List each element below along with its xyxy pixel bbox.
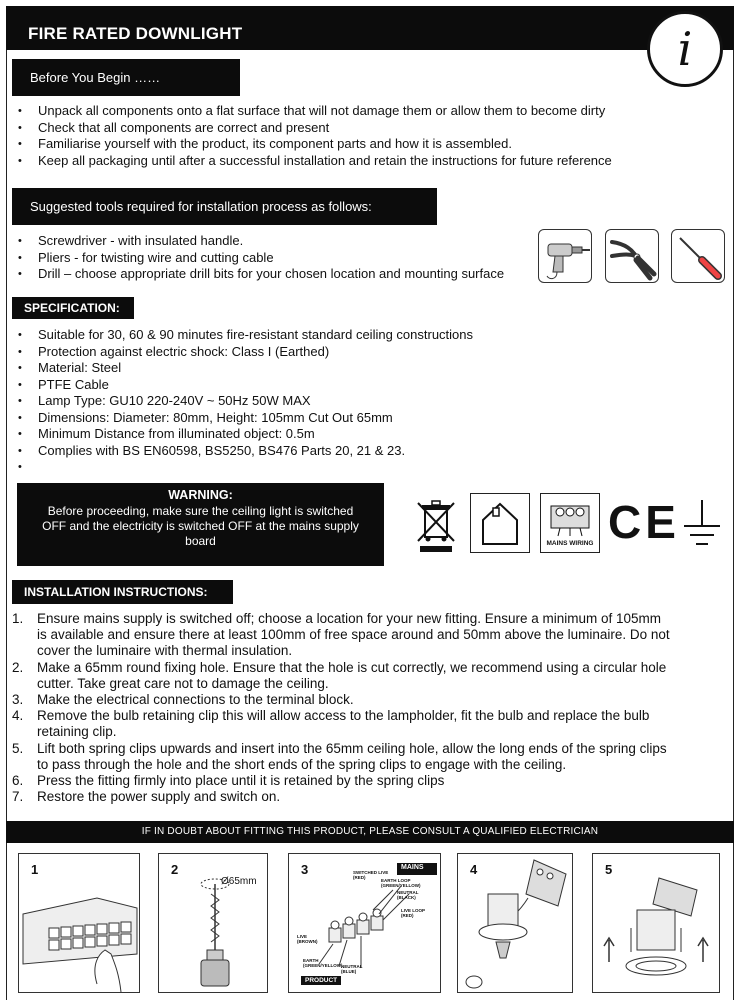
- warning-line: OFF and the electricity is switched OFF at the mains supply: [42, 519, 359, 533]
- list-item: • Unpack all components onto a flat surface that will not damage them or allow them to become dirty: [8, 103, 728, 120]
- before-list: [8, 103, 728, 169]
- tools-list: [8, 233, 548, 283]
- step-number: 5.: [12, 740, 24, 756]
- diagram-number: 1: [31, 862, 39, 877]
- diagram-5: [592, 853, 720, 993]
- diagram-number: 3: [301, 862, 309, 877]
- diagram-3-label: [401, 908, 425, 918]
- page-title: FIRE RATED DOWNLIGHT: [28, 24, 243, 43]
- step-item: [12, 741, 712, 773]
- step-line: Lift both spring clips upwards and insert into the 65mm ceiling hole, allow the long ends of the spring clips: [37, 740, 667, 756]
- diagram-2: [158, 853, 268, 993]
- before-heading-text: Before You Begin ……: [30, 70, 161, 85]
- drill-icon: [538, 229, 592, 283]
- diagram-number: 4: [470, 862, 478, 877]
- pliers-icon: [605, 229, 659, 283]
- warning-title: WARNING:: [168, 488, 233, 502]
- step-item: [12, 692, 712, 708]
- step-line: Restore the power supply and switch on.: [37, 789, 281, 805]
- list-item: • Protection against electric shock: Class I (Earthed): [8, 344, 608, 361]
- wire-label: (BLACK): [397, 895, 416, 900]
- step-line: cutter. Take great care not to damage the ceiling.: [37, 675, 329, 691]
- wire-label: NEUTRAL: [397, 890, 419, 895]
- step-number: 2.: [12, 659, 24, 675]
- step-number: 7.: [12, 789, 24, 805]
- tools-heading-text: Suggested tools required for installation process as follows:: [30, 199, 372, 214]
- step-line: Ensure mains supply is switched off; choose a location for your new fitting. Ensure a minimum of 105mm: [37, 611, 662, 626]
- wire-label: LIVE LOOP: [401, 908, 426, 913]
- list-item: • Lamp Type: GU10 220-240V ~ 50Hz 50W MAX: [8, 393, 608, 410]
- diagram-3-mains: MAINS: [401, 864, 424, 871]
- wire-label: (RED): [353, 875, 366, 880]
- list-item: • Material: Steel: [8, 360, 608, 377]
- wire-label: (RED): [401, 913, 414, 918]
- spec-heading: [12, 297, 134, 319]
- spec-heading-text: SPECIFICATION:: [24, 301, 120, 315]
- wire-label: (GREEN/YELLOW): [381, 883, 421, 888]
- electrician-notice: IF IN DOUBT ABOUT FITTING THIS PRODUCT, PLEASE CONSULT A QUALIFIED ELECTRICIAN: [6, 821, 734, 843]
- install-steps: [12, 611, 712, 805]
- spec-list: [8, 327, 608, 476]
- weee-bin-icon: [414, 497, 458, 555]
- step-item: [12, 708, 712, 740]
- step-number: 3.: [12, 692, 24, 708]
- mains-wiring-icon: [540, 493, 600, 553]
- step-item: [12, 660, 712, 692]
- mains-wiring-label: MAINS WIRING: [546, 540, 594, 547]
- diagram-3-label: [397, 890, 419, 900]
- list-item: • Familiarise yourself with the product, its component parts and how it is assembled.: [8, 136, 728, 153]
- list-item: • Pliers - for twisting wire and cutting cable: [8, 250, 548, 267]
- title-bar: [6, 6, 734, 50]
- diagram-3-label: [303, 958, 343, 968]
- diagram-3-label: [381, 878, 421, 888]
- diagram-3-label: [341, 964, 363, 974]
- list-item: • PTFE Cable: [8, 377, 608, 394]
- wire-label: LIVE: [297, 934, 308, 939]
- info-icon: i: [647, 11, 723, 87]
- wire-label: (GREEN/YELLOW): [303, 963, 343, 968]
- diagram-3-product: PRODUCT: [301, 976, 341, 985]
- step-item: [12, 773, 712, 789]
- diagram-number: 5: [605, 862, 613, 877]
- list-item: • Minimum Distance from illuminated object: 0.5m: [8, 426, 608, 443]
- step-line: retaining clip.: [37, 724, 117, 740]
- step-line: Make a 65mm round fixing hole. Ensure that the hole is cut correctly, we recommend using a circular hole: [37, 659, 667, 675]
- install-heading: [12, 580, 233, 604]
- install-heading-text: INSTALLATION INSTRUCTIONS:: [24, 585, 208, 599]
- earth-symbol-icon: [682, 498, 722, 552]
- wire-label: EARTH LOOP: [381, 878, 411, 883]
- wire-label: (BLUE): [341, 969, 357, 974]
- diagram-2-label: Ø65mm: [221, 876, 257, 887]
- step-line: Press the fitting firmly into place until it is retained by the spring clips: [37, 773, 445, 789]
- wire-label: SWITCHED LIVE: [353, 870, 389, 875]
- step-number: 6.: [12, 773, 24, 789]
- diagram-4: [457, 853, 573, 993]
- step-line: Make the electrical connections to the terminal block.: [37, 692, 354, 708]
- step-item: [12, 789, 712, 805]
- list-item: • Keep all packaging until after a successful installation and retain the instructions for future reference: [8, 153, 728, 170]
- diagram-1: [18, 853, 140, 993]
- step-line: is available and ensure there at least 100mm of free space around and 50mm above the luminaire. Do not: [37, 627, 670, 643]
- warning-line: Before proceeding, make sure the ceiling light is switched: [47, 504, 354, 518]
- list-item: [8, 459, 608, 476]
- tools-heading: [12, 188, 437, 225]
- step-item: [12, 611, 712, 660]
- list-item: • Suitable for 30, 60 & 90 minutes fire-resistant standard ceiling constructions: [8, 327, 608, 344]
- diagram-number: 2: [171, 862, 179, 877]
- warning-line: board: [185, 534, 216, 548]
- list-item: • Drill – choose appropriate drill bits for your chosen location and mounting surface: [8, 266, 548, 283]
- before-heading: [12, 59, 240, 96]
- list-item: • Screwdriver - with insulated handle.: [8, 233, 548, 250]
- step-line: to pass through the hole and the short ends of the spring clips to engage with the ceiling.: [37, 756, 567, 772]
- indoor-use-icon: [470, 493, 530, 553]
- step-number: 4.: [12, 708, 24, 724]
- wire-label: NEUTRAL: [341, 964, 363, 969]
- wire-label: EARTH: [303, 958, 319, 963]
- warning-box: [17, 483, 384, 566]
- list-item: • Complies with BS EN60598, BS5250, BS476 Parts 20, 21 & 23.: [8, 443, 608, 460]
- list-item: • Dimensions: Diameter: 80mm, Height: 105mm Cut Out 65mm: [8, 410, 608, 427]
- screwdriver-icon: [671, 229, 725, 283]
- step-line: Remove the bulb retaining clip this will allow access to the lampholder, fit the bulb and replace the bulb: [37, 708, 650, 724]
- diagram-3-label: [297, 934, 318, 944]
- wire-label: (BROWN): [297, 939, 318, 944]
- step-number: 1.: [12, 611, 24, 626]
- step-line: cover the luminaire with thermal insulation.: [37, 643, 293, 659]
- diagram-3: [288, 853, 441, 993]
- list-item: • Check that all components are correct and present: [8, 120, 728, 137]
- ce-mark: CE: [608, 496, 680, 548]
